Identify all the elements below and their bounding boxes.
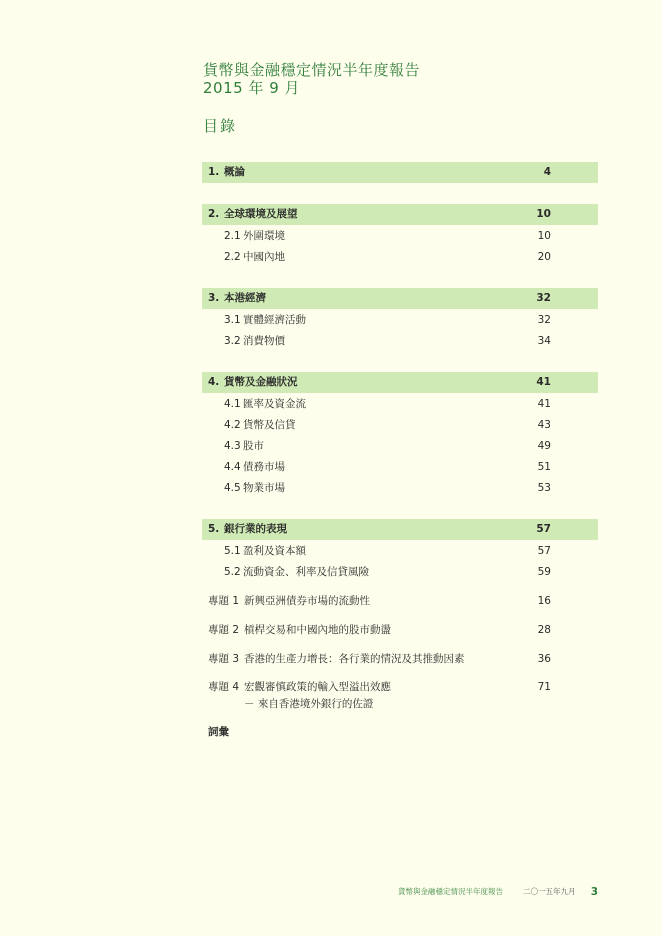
footer-publication: 貨幣與金融穩定情況半年度報告	[398, 887, 503, 896]
subsection-number: 2.2	[224, 251, 241, 263]
subsection-number: 4.3	[224, 440, 241, 452]
subsection-page: 57	[537, 545, 551, 557]
subsection-number: 4.5	[224, 482, 241, 494]
subsection-page: 59	[537, 566, 551, 578]
box-label: 新興亞洲債券市場的流動性	[244, 595, 370, 607]
subsection-label: 盈利及資本額	[243, 545, 306, 557]
toc-section-5[interactable]	[202, 519, 598, 540]
subsection-page: 32	[537, 314, 551, 326]
report-title: 貨幣與金融穩定情況半年度報告	[203, 61, 421, 79]
box-number: 專題 1	[208, 595, 240, 607]
toc-section-2[interactable]	[202, 204, 598, 225]
section-number: 1.	[208, 166, 220, 178]
toc-box-3[interactable]	[202, 649, 598, 670]
box-number: 專題 2	[208, 624, 240, 636]
toc-subsection-4-2[interactable]	[202, 415, 598, 436]
subsection-number: 3.1	[224, 314, 241, 326]
section-label: 貨幣及金融狀況	[224, 376, 298, 388]
toc-subsection-5-1[interactable]	[202, 541, 598, 562]
section-number: 2.	[208, 208, 220, 220]
toc-subsection-4-4[interactable]	[202, 457, 598, 478]
subsection-number: 5.2	[224, 566, 241, 578]
subsection-page: 49	[537, 440, 551, 452]
toc-subsection-3-2[interactable]	[202, 331, 598, 352]
box-label: 宏觀審慎政策的輸入型溢出效應	[244, 681, 391, 693]
toc-subsection-2-2[interactable]	[202, 247, 598, 268]
toc-subsection-3-1[interactable]	[202, 310, 598, 331]
toc-box-1[interactable]	[202, 591, 598, 612]
subsection-number: 5.1	[224, 545, 241, 557]
box-page: 36	[537, 653, 551, 665]
footer-page-number: 3	[590, 886, 598, 898]
box-label: 香港的生產力增長：各行業的情況及其推動因素	[244, 653, 465, 665]
toc-subsection-2-1[interactable]	[202, 226, 598, 247]
section-page: 10	[536, 208, 551, 220]
section-label: 全球環境及展望	[224, 208, 298, 220]
box-page: 16	[537, 595, 551, 607]
toc-glossary[interactable]	[202, 722, 598, 743]
subsection-number: 4.2	[224, 419, 241, 431]
subsection-page: 34	[537, 335, 551, 347]
toc-section-4[interactable]	[202, 372, 598, 393]
subsection-page: 43	[537, 419, 551, 431]
subsection-label: 匯率及資金流	[243, 398, 306, 410]
toc-heading: 目錄	[203, 117, 238, 135]
subsection-page: 20	[537, 251, 551, 263]
toc-subsection-4-3[interactable]	[202, 436, 598, 457]
subsection-number: 2.1	[224, 230, 241, 242]
toc-subsection-4-5[interactable]	[202, 478, 598, 499]
box-number: 專題 3	[208, 653, 240, 665]
subsection-label: 外圍環境	[243, 230, 285, 242]
subsection-page: 51	[537, 461, 551, 473]
subsection-page: 10	[537, 230, 551, 242]
section-page: 32	[536, 292, 551, 304]
section-label: 概論	[224, 166, 245, 178]
box-label-line2: － 來自香港境外銀行的佐證	[244, 698, 374, 710]
glossary-label: 詞彙	[208, 726, 229, 738]
subsection-label: 實體經濟活動	[243, 314, 306, 326]
box-page: 28	[537, 624, 551, 636]
box-label: 槓桿交易和中國內地的股市動盪	[244, 624, 391, 636]
box-number: 專題 4	[208, 681, 240, 693]
footer-date: 二〇一五年九月	[523, 887, 576, 896]
report-date: 2015 年 9 月	[203, 79, 301, 97]
subsection-label: 流動資金、利率及信貸風險	[243, 566, 369, 578]
subsection-page: 41	[537, 398, 551, 410]
subsection-number: 4.4	[224, 461, 241, 473]
subsection-number: 4.1	[224, 398, 241, 410]
page-footer	[398, 884, 598, 900]
toc-section-1[interactable]	[202, 162, 598, 183]
section-page: 57	[536, 523, 551, 535]
subsection-label: 貨幣及信貸	[243, 419, 296, 431]
subsection-label: 物業市場	[243, 482, 285, 494]
section-page: 4	[543, 166, 551, 178]
section-label: 銀行業的表現	[224, 523, 287, 535]
subsection-label: 股市	[243, 440, 264, 452]
toc-box-2[interactable]	[202, 620, 598, 641]
subsection-label: 中國內地	[243, 251, 285, 263]
section-number: 4.	[208, 376, 220, 388]
section-number: 3.	[208, 292, 220, 304]
toc-section-3[interactable]	[202, 288, 598, 309]
subsection-label: 消費物價	[243, 335, 285, 347]
section-number: 5.	[208, 523, 220, 535]
subsection-number: 3.2	[224, 335, 241, 347]
box-page: 71	[537, 681, 551, 693]
section-page: 41	[536, 376, 551, 388]
toc-subsection-4-1[interactable]	[202, 394, 598, 415]
toc-box-4[interactable]	[202, 677, 598, 715]
subsection-label: 債務市場	[243, 461, 285, 473]
subsection-page: 53	[537, 482, 551, 494]
toc-subsection-5-2[interactable]	[202, 562, 598, 583]
section-label: 本港經濟	[224, 292, 266, 304]
